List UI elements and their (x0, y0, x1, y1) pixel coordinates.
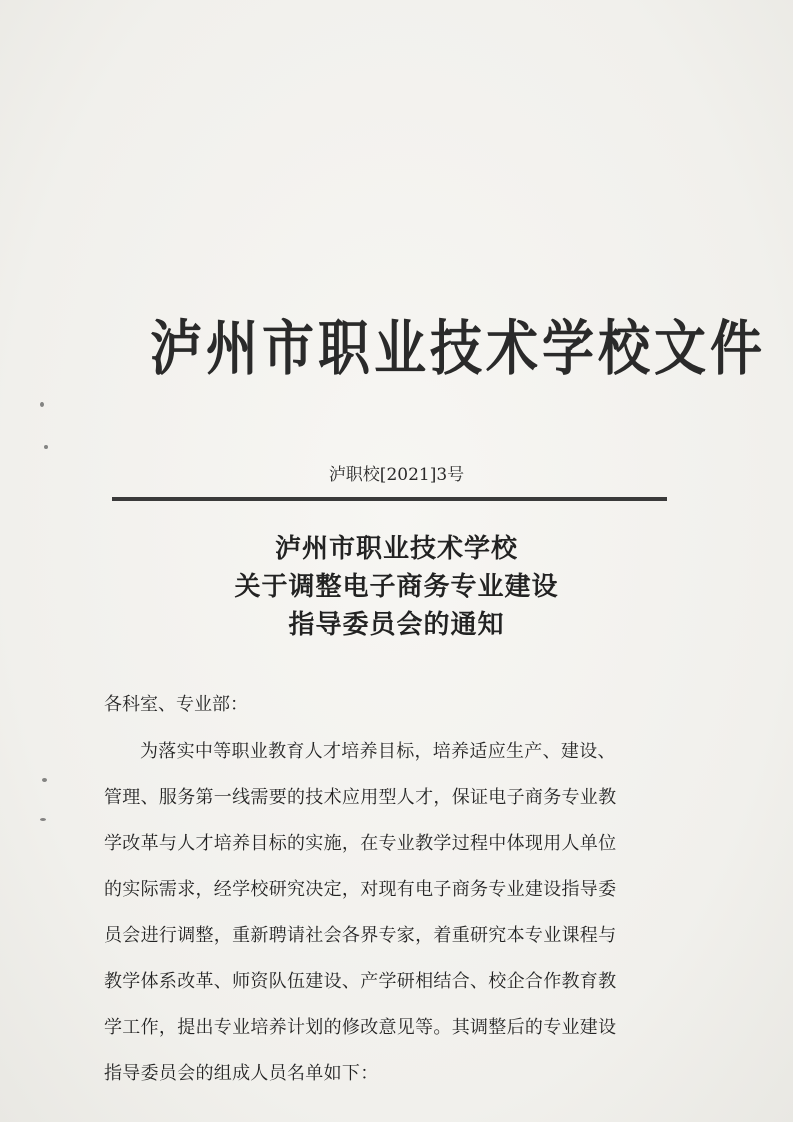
body-paragraph-line: 管理、服务第一线需要的技术应用型人才，保证电子商务专业教 (104, 787, 617, 808)
scan-speck (44, 445, 48, 449)
scan-speck (40, 402, 44, 407)
document-number: 泸职校[2021]3号 (328, 465, 465, 485)
header-divider (112, 497, 667, 501)
notice-title-line-1: 泸州市职业技术学校 (274, 534, 518, 564)
document-header-title: 泸州市职业技术学校文件 (150, 313, 767, 384)
body-paragraph-line: 员会进行调整，重新聘请社会各界专家，着重研究本专业课程与 (104, 925, 617, 946)
body-paragraph-line: 的实际需求，经学校研究决定，对现有电子商务专业建设指导委 (104, 879, 617, 900)
notice-title-line-2: 关于调整电子商务专业建设 (234, 572, 559, 602)
notice-title-line-3: 指导委员会的通知 (288, 610, 505, 640)
body-paragraph-line: 学工作，提出专业培养计划的修改意见等。其调整后的专业建设 (104, 1017, 617, 1038)
scan-speck (40, 818, 46, 821)
body-paragraph-line: 学改革与人才培养目标的实施，在专业教学过程中体现用人单位 (104, 833, 617, 854)
body-paragraph-line: 指导委员会的组成人员名单如下： (104, 1063, 379, 1084)
salutation: 各科室、专业部： (104, 694, 248, 715)
scan-speck (42, 778, 47, 782)
body-paragraph-line: 教学体系改革、师资队伍建设、产学研相结合、校企合作教育教 (104, 971, 617, 992)
body-paragraph-line: 为落实中等职业教育人才培养目标，培养适应生产、建设、 (140, 741, 616, 762)
